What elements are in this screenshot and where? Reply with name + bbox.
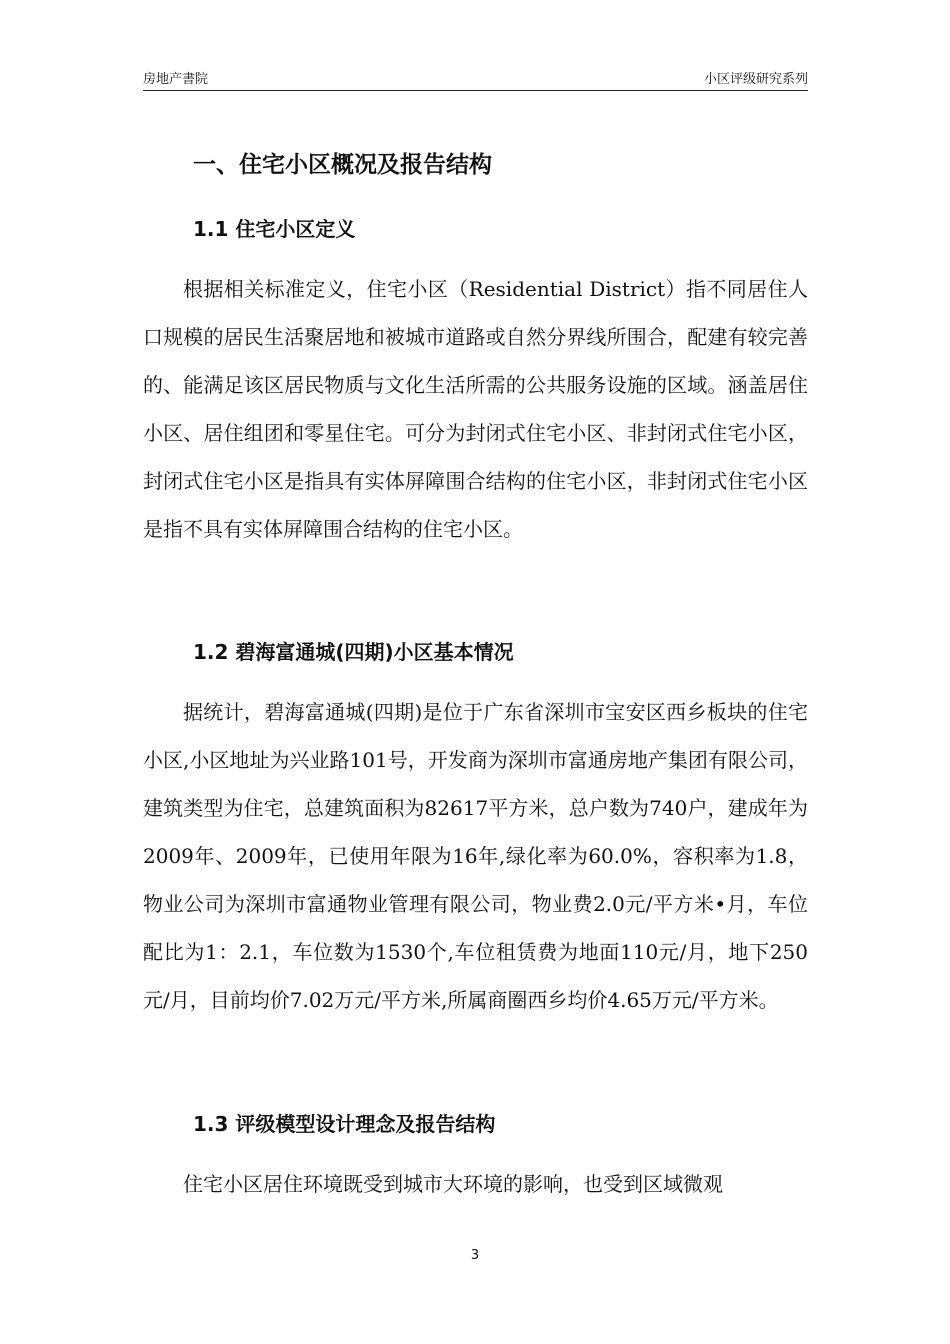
chapter-title: 一、住宅小区概况及报告结构: [193, 152, 492, 178]
section-1-2-paragraph: 据统计，碧海富通城(四期)是位于广东省深圳市宝安区西乡板块的住宅小区,小区地址为兴业路101号，开发商为深圳市富通房地产集团有限公司，建筑类型为住宅，总建筑面积为82617平方米，总户数为740户，建成年为2009年、2009年，已使用年限为16年,绿化率为60.0%，容积率为1.8，物业公司为深圳市富通物业管理有限公司，物业费2.0元/平方米•月，车位配比为1：2.1，车位数为1530个,车位租赁费为地面110元/月，地下250元/月，目前均价7.02万元/平方米,所属商圈西乡均价4.65万元/平方米。: [143, 700, 808, 1012]
section-1-3-title: 1.3 评级模型设计理念及报告结构: [193, 1112, 496, 1136]
page-header: [143, 66, 808, 91]
section-1-3-paragraph: 住宅小区居住环境既受到城市大环境的影响，也受到区域微观: [183, 1172, 723, 1196]
section-1-1-paragraph: 根据相关标准定义，住宅小区（Residential District）指不同居住人口规模的居民生活聚居地和被城市道路或自然分界线所围合，配建有较完善的、能满足该区居民物质与文化生活所需的公共服务设施的区域。涵盖居住小区、居住组团和零星住宅。可分为封闭式住宅小区、非封闭式住宅小区，封闭式住宅小区是指具有实体屏障围合结构的住宅小区，非封闭式住宅小区是指不具有实体屏障围合结构的住宅小区。: [143, 277, 808, 541]
page-number: 3: [470, 1248, 480, 1263]
header-series: 小区评级研究系列: [703, 72, 808, 87]
header-publisher: 房地产書院: [143, 72, 209, 87]
section-1-2-title: 1.2 碧海富通城(四期)小区基本情况: [193, 640, 514, 664]
section-1-1-title: 1.1 住宅小区定义: [193, 217, 356, 241]
